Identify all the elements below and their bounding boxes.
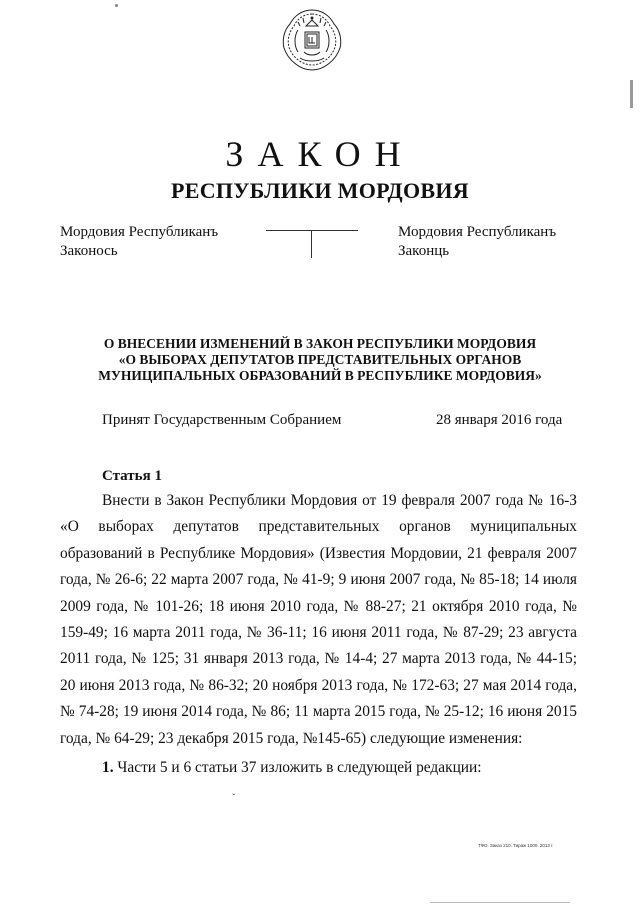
adopted-label: Принят Государственным Собранием bbox=[102, 412, 342, 428]
adopted-date: 28 января 2016 года bbox=[436, 412, 563, 428]
issuer-block-right bbox=[398, 223, 556, 261]
document-type-title: ЗАКОН bbox=[225, 134, 415, 174]
law-heading-line1: О ВНЕСЕНИИ ИЗМЕНЕНИЙ В ЗАКОН РЕСПУБЛИКИ МОРДОВИЯ bbox=[103, 336, 537, 351]
scan-bottom-line bbox=[430, 902, 570, 903]
issuer-block-left bbox=[60, 223, 218, 261]
law-heading-line2: «О ВЫБОРАХ ДЕПУТАТОВ ПРЕДСТАВИТЕЛЬНЫХ ОРГАНОВ bbox=[118, 352, 522, 367]
article-item-1 bbox=[102, 755, 482, 781]
header-divider-vertical bbox=[311, 230, 312, 258]
scan-speck bbox=[115, 4, 118, 7]
issuer-right-line2: Законць bbox=[398, 243, 450, 259]
article-body: Внести в Закон Республики Мордовия от 19 февраля 2007 года № 16-З «О выборах депутатов представительных органов муниципальных образований в Республике Мордовия» (Известия Мордовии, 21 февраля 2007 года, № 26-6; 22 марта 2007 года, № 41-9; 9 июня 2007 года, № 85-18; 14 июля 2009 года, № 101-26; 18 июня 2010 года, № 88-27; 21 октября 2010 года, № 159-49; 16 марта 2011 года, № 36-11; 16 июня 2011 года, № 87-29; 23 августа 2011 года, № 125; 31 января 2013 года, № 14-4; 27 марта 2013 года, № 44-15; 20 июня 2013 года, № 86-32; 20 ноября 2013 года, № 172-63; 27 мая 2014 года, № 74-28; 19 июня 2014 года, № 86; 11 марта 2015 года, № 25-12; 16 июня 2015 года, № 64-29; 23 декабря 2015 года, №145-65) следующие изменения: bbox=[60, 492, 577, 747]
scan-edge-mark bbox=[630, 80, 633, 108]
article-title: Статья 1 bbox=[102, 468, 162, 484]
issuer-left-line2: Законось bbox=[60, 243, 118, 259]
law-heading bbox=[60, 336, 580, 384]
issuer-left-line1: Мордовия Республиканъ bbox=[60, 224, 219, 240]
scan-tick-mark: ˇ bbox=[232, 793, 236, 804]
article-item-1-text: Части 5 и 6 статьи 37 изложить в следующей редакции: bbox=[117, 759, 482, 776]
header-divider-horizontal bbox=[266, 230, 358, 231]
article-item-1-number: 1. bbox=[102, 759, 114, 776]
coat-of-arms-icon bbox=[276, 6, 348, 74]
issuer-right-line1: Мордовия Республиканъ bbox=[398, 224, 557, 240]
law-heading-line3: МУНИЦИПАЛЬНЫХ ОБРАЗОВАНИЙ В РЕСПУБЛИКЕ МОРДОВИЯ» bbox=[98, 368, 542, 383]
issuer-title: РЕСПУБЛИКИ МОРДОВИЯ bbox=[171, 178, 469, 203]
printer-note: ТФО. Заказ 210. Тираж 1000. 2013 г. bbox=[478, 843, 554, 848]
